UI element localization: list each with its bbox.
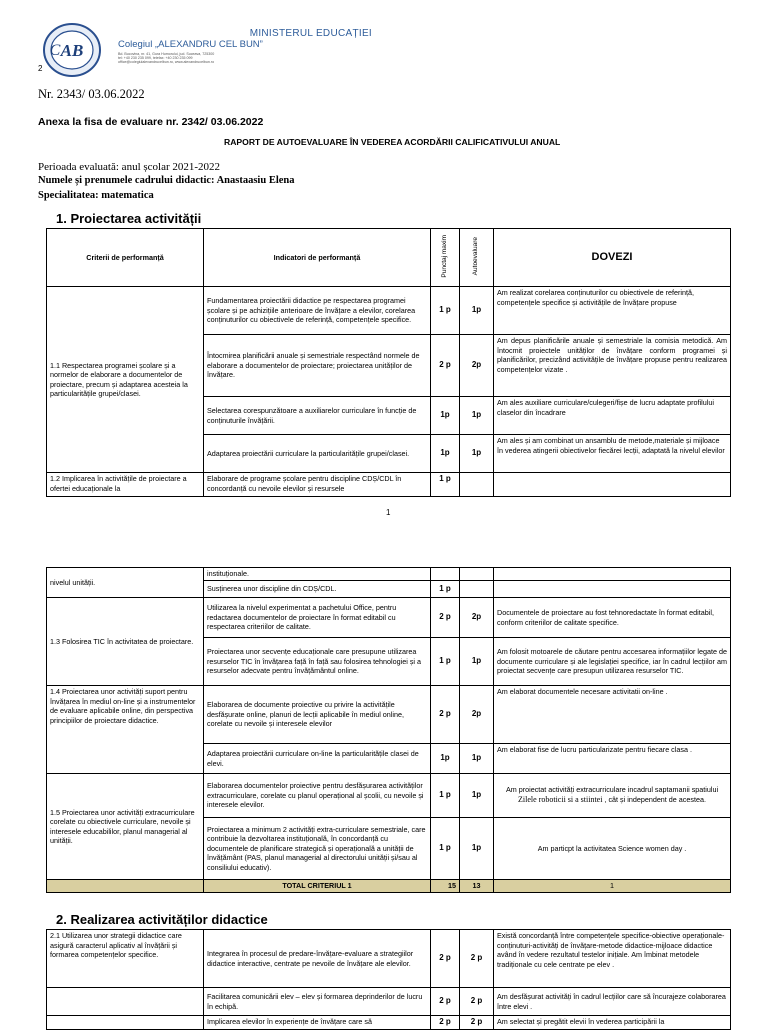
- max-points: 2 p: [431, 988, 460, 1016]
- specialty: Specialitatea: matematica: [38, 190, 154, 201]
- self-points: 1p: [460, 287, 494, 335]
- total-max: 15: [431, 880, 460, 893]
- report-title: RAPORT DE AUTOEVALUARE ÎN VEDEREA ACORDĂRII CALIFICATIVULUI ANUAL: [224, 137, 561, 147]
- table-row: [47, 568, 731, 581]
- table-row: [47, 1016, 731, 1030]
- evidence: [494, 581, 731, 598]
- indicator: Facilitarea comunicării elev – elev și formarea deprinderilor de lucru în echipă.: [204, 988, 431, 1016]
- table-row: [47, 686, 731, 744]
- criterion-1-4: 1.4 Proiectarea unor activități suport pentru învățarea în mediul on-line și a instrumentelor de evaluare aplicabile online, din perspectiva principiilor de proiectare didactice.: [47, 686, 204, 774]
- criterion-1-2: 1.2 Implicarea în activitățile de proiectare a ofertei educaționale la: [47, 473, 204, 497]
- indicator: Elaborarea de documente proiective cu privire la activitățile desfășurate online, planuri de lecții aplicabile în mediul online, corelate cu nevoile și interesele elevilor: [204, 686, 431, 744]
- evidence-event-name: Zilele roboticii si a stiintei: [518, 794, 603, 804]
- indicator: Fundamentarea proiectării didactice pe respectarea programei școlare și pe achizițiile anterioare de învățare a elevilor, corelarea conținuturilor cu obiectivele de referință, competențele specifice.: [204, 287, 431, 335]
- self-points: 1p: [460, 397, 494, 435]
- criteria-table-1: [46, 228, 731, 497]
- criterion-2-1: 2.1 Utilizarea unor strategii didactice care asigură caracterul aplicativ al învățării și formarea competențelor specifice.: [47, 930, 204, 988]
- header-self-eval-cell: [460, 229, 494, 287]
- svg-text:C: C: [49, 42, 61, 59]
- max-points: 1 p: [431, 638, 460, 686]
- evidence-part-c: , cât și independent de acestea.: [604, 794, 706, 804]
- self-points: [460, 568, 494, 581]
- self-points: 1p: [460, 744, 494, 774]
- max-points: 1 p: [431, 287, 460, 335]
- annex-title: Anexa la fisa de evaluare nr. 2342/ 03.06.2022: [38, 116, 264, 128]
- indicator: Adaptarea proiectării curriculare la particularitățile grupei/clasei.: [204, 435, 431, 473]
- evidence: Am realizat corelarea conținuturilor cu obiectivele de referință, competențele specifice și activitățile de învățare propuse: [494, 287, 731, 335]
- max-points: 2 p: [431, 686, 460, 744]
- header-indicators: Indicatori de performanță: [204, 229, 431, 287]
- evaluation-period: Perioada evaluată: anul școlar 2021-2022: [38, 161, 221, 173]
- college-name: Colegiul „ALEXANDRU CEL BUN”: [118, 39, 263, 50]
- evidence: [494, 774, 731, 818]
- indicator: Utilizarea la nivelul experimentat a pachetului Office, pentru redactarea documentelor de proiectare în format editabil cu respectarea criteriilor de calitate.: [204, 598, 431, 638]
- evidence: Documentele de proiectare au fost tehnoredactate în format editabil, conform criteriilor de calitate specifice.: [494, 598, 731, 638]
- evidence: [494, 473, 731, 497]
- indicator: Întocmirea planificării anuale și semestriale respectând normele de elaborare a documentelor de proiectare; proiectarea unităților de învățare.: [204, 335, 431, 397]
- self-points: 1p: [460, 774, 494, 818]
- page-marker: 2: [38, 64, 43, 73]
- section-1-title: 1. Proiectarea activității: [56, 211, 202, 226]
- table-row: [47, 598, 731, 638]
- letterhead: [118, 28, 378, 64]
- indicator: Elaborare de programe școlare pentru discipline CDȘ/CDL în concordanță cu nevoile elevilor și resursele: [204, 473, 431, 497]
- self-points: 2p: [460, 686, 494, 744]
- evidence: Am elaborat fise de lucru particularizate pentru fiecare clasa .: [494, 744, 731, 774]
- criterion-1-2-continued: nivelul unității.: [47, 568, 204, 598]
- table-row: [47, 287, 731, 335]
- self-points: 1p: [460, 638, 494, 686]
- ministry-name: MINISTERUL EDUCAȚIEI: [249, 28, 372, 39]
- evidence: Am elaborat documentele necesare activitatii on-line .: [494, 686, 731, 744]
- header-max-points: Punctaj maxim: [440, 234, 448, 278]
- indicator: instituționale.: [204, 568, 431, 581]
- header-self-eval: Autoevaluare: [472, 237, 480, 276]
- indicator: Selectarea corespunzătoare a auxiliarelor curriculare în funcție de conținuturile învățării.: [204, 397, 431, 435]
- evidence: Am ales și am combinat un ansamblu de metode,materiale și mijloace în vederea atingerii obiectivelor fiecărei lecții, adaptată la nivelul elevilor: [494, 435, 731, 473]
- max-points: 1p: [431, 397, 460, 435]
- evidence: Am selectat și pregătit elevii în vederea participării la: [494, 1016, 731, 1030]
- max-points: 2 p: [431, 335, 460, 397]
- header-evidence: DOVEZI: [494, 229, 731, 287]
- self-points: 2p: [460, 335, 494, 397]
- evidence: Am desfășurat activități în cadrul lecțiilor care să încurajeze colaborarea între elevi .: [494, 988, 731, 1016]
- evidence: Am ales auxiliare curriculare/culegeri/fișe de lucru adaptate profilului claselor din încadrare: [494, 397, 731, 435]
- header-criteria: Criterii de performanță: [47, 229, 204, 287]
- total-blank: [47, 880, 204, 893]
- section-2-title: 2. Realizarea activităților didactice: [56, 912, 268, 927]
- indicator: Implicarea elevilor în experiențe de învățare care să: [204, 1016, 431, 1030]
- max-points: 2 p: [431, 930, 460, 988]
- teacher-name: Numele și prenumele cadrului didactic: Anastaasiu Elena: [38, 175, 295, 186]
- evidence: Am folosit motoarele de căutare pentru accesarea informațiilor legate de documente curriculare și ale legislației specifice, iar în cadrul lecțiilor am proiectat secvențe care presupun utilizarea resurselor TIC.: [494, 638, 731, 686]
- evidence: Am depus planificările anuale și semestriale la comisia metodică. Am întocmit proiectele unităților de învățare conform programei și planificărilor, precizând activitățile de învățare propuse pentru realizarea competențelor vizate .: [494, 335, 731, 397]
- criteria-table-1-continued: [46, 567, 731, 893]
- max-points: 1 p: [431, 818, 460, 880]
- max-points: 1 p: [431, 581, 460, 598]
- max-points: [431, 568, 460, 581]
- total-label: TOTAL CRITERIUL 1: [204, 880, 431, 893]
- self-points: 1p: [460, 435, 494, 473]
- self-points: 2 p: [460, 1016, 494, 1030]
- self-points: [460, 581, 494, 598]
- max-points: 1 p: [431, 774, 460, 818]
- criterion-1-5: 1.5 Proiectarea unor activități extracurriculare corelate cu obiectivele curriculare, nevoile și interesele educabililor, planul managerial al unității.: [47, 774, 204, 880]
- self-points: [460, 473, 494, 497]
- address-line-2: tel: +40 230 235 099, telefax: +40 230 235 099: [118, 56, 193, 60]
- page-number: 1: [386, 508, 391, 517]
- total-row: [47, 880, 731, 893]
- table-row: [47, 774, 731, 818]
- max-points: 2 p: [431, 1016, 460, 1030]
- evidence-part-a: Am proiectat activități extracurriculare incadrul saptamanii spatiului: [505, 785, 719, 795]
- indicator: Adaptarea proiectării curriculare on-line la particularitățile clasei de elevi.: [204, 744, 431, 774]
- self-points: 2p: [460, 598, 494, 638]
- table-row: [47, 988, 731, 1016]
- college-logo: [42, 22, 102, 78]
- criterion-blank: [47, 988, 204, 1016]
- indicator: Integrarea în procesul de predare-învățare-evaluare a strategiilor didactice interactive, centrate pe nevoile de învățare ale elevilor.: [204, 930, 431, 988]
- max-points: 1 p: [431, 473, 460, 497]
- evidence: [494, 568, 731, 581]
- max-points: 1p: [431, 435, 460, 473]
- max-points: 1p: [431, 744, 460, 774]
- total-evidence: 1: [494, 880, 731, 893]
- max-points: 2 p: [431, 598, 460, 638]
- indicator: Elaborarea documentelor proiective pentru desfășurarea activităților extracurriculare, corelate cu planul operațional al școlii, cu nevoile și interesele elevilor.: [204, 774, 431, 818]
- criterion-1-1: 1.1 Respectarea programei școlare și a normelor de elaborare a documentelor de proiectare, precum și adaptarea acesteia la particularitățile grupei/clasei.: [47, 287, 204, 473]
- criterion-1-3: 1.3 Folosirea TIC în activitatea de proiectare.: [47, 598, 204, 686]
- registration-number: Nr. 2343/ 03.06.2022: [38, 87, 145, 101]
- indicator: Proiectarea unor secvențe educaționale care presupune utilizarea resurselor TIC în învățarea față în față sau folosirea tehnologiei și a resurselor adecvate pentru învățământul online.: [204, 638, 431, 686]
- self-points: 2 p: [460, 988, 494, 1016]
- self-points: 1p: [460, 818, 494, 880]
- indicator: Proiectarea a minimum 2 activități extra-curriculare semestriale, care contribuie la dezvoltarea instituțională, în concordanță cu documentele de planificare strategică și operațională a unității de învățământ (PAS, planul managerial al directorului unității și/sau al consiliului educativ).: [204, 818, 431, 880]
- address-line-3: office@colegiulalexandrucelbun.ro, www.alexandrucelbun.ro: [118, 60, 215, 64]
- address-line-1: Bd. Bucovina, nr. 41, Gura Humorului, jud. Suceava, 725300: [118, 52, 215, 56]
- indicator: Susținerea unor discipline din CDȘ/CDL.: [204, 581, 431, 598]
- svg-text:AB: AB: [60, 41, 84, 60]
- evidence: Am particpt la activitatea Science women day .: [494, 818, 731, 880]
- self-points: 2 p: [460, 930, 494, 988]
- table-row: [47, 473, 731, 497]
- evidence: Există concordanță între competențele specifice-obiective operaționale-conținuturi-activități de învățare-metode didactice-mijloace didactice având în vedere rezultatul testelor inițiale. Am îmbinat metodele tradiționale cu cele centrate pe elev .: [494, 930, 731, 988]
- criterion-blank: [47, 1016, 204, 1030]
- total-self: 13: [460, 880, 494, 893]
- header-max-points-cell: [431, 229, 460, 287]
- table-row: [47, 930, 731, 988]
- criteria-table-2: [46, 929, 731, 1030]
